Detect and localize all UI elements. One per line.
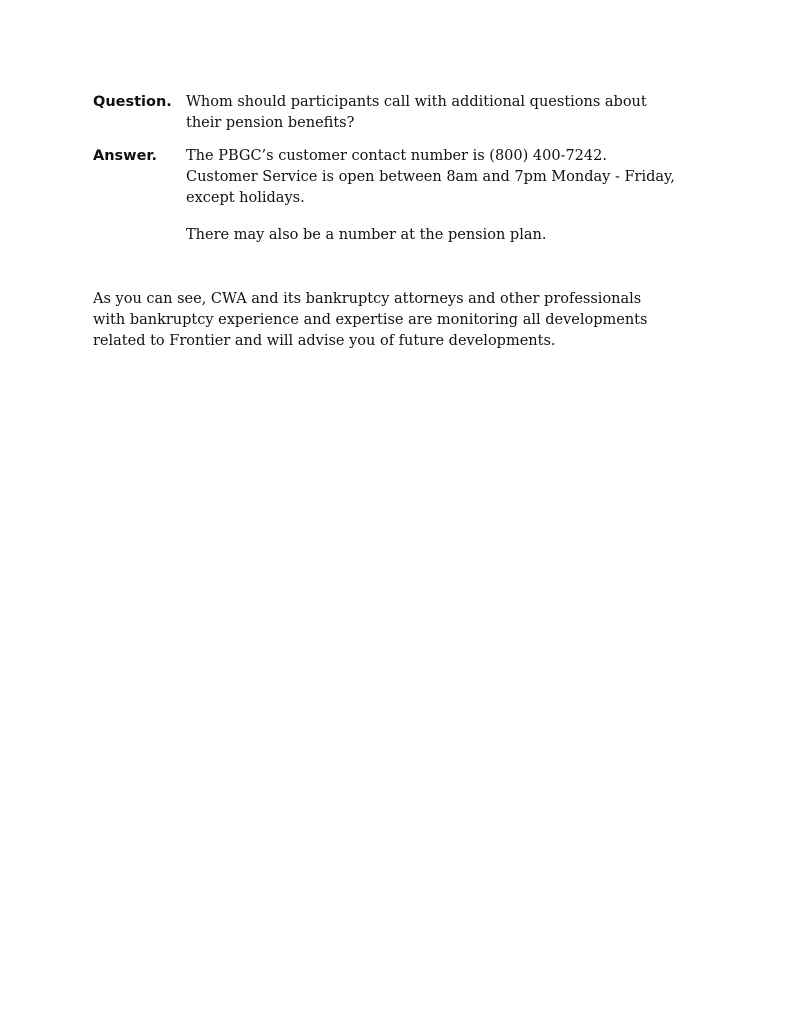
answer-label: Answer. (93, 148, 157, 164)
answer-line: The PBGC’s customer contact number is (800) 400-7242. (186, 148, 607, 164)
closing-line: with bankruptcy experience and expertise are monitoring all developments (93, 312, 648, 328)
closing-line: As you can see, CWA and its bankruptcy attorneys and other professionals (93, 291, 642, 307)
answer-text (186, 146, 713, 246)
answer-line: except holidays. (186, 190, 305, 206)
question-paragraph (186, 92, 713, 134)
closing-line: related to Frontier and will advise you of future developments. (93, 333, 556, 349)
answer-paragraph (186, 225, 713, 246)
question-line: Whom should participants call with additional questions about (186, 94, 647, 110)
answer-line: Customer Service is open between 8am and 7pm Monday - Friday, (186, 169, 675, 185)
answer-line: There may also be a number at the pension plan. (186, 227, 547, 243)
question-line: their pension benefits? (186, 115, 355, 131)
question-text (186, 92, 713, 134)
closing-paragraph (93, 289, 693, 352)
answer-paragraph (186, 146, 713, 209)
question-block (93, 92, 713, 134)
question-label: Question. (93, 94, 172, 110)
answer-block (93, 146, 713, 246)
